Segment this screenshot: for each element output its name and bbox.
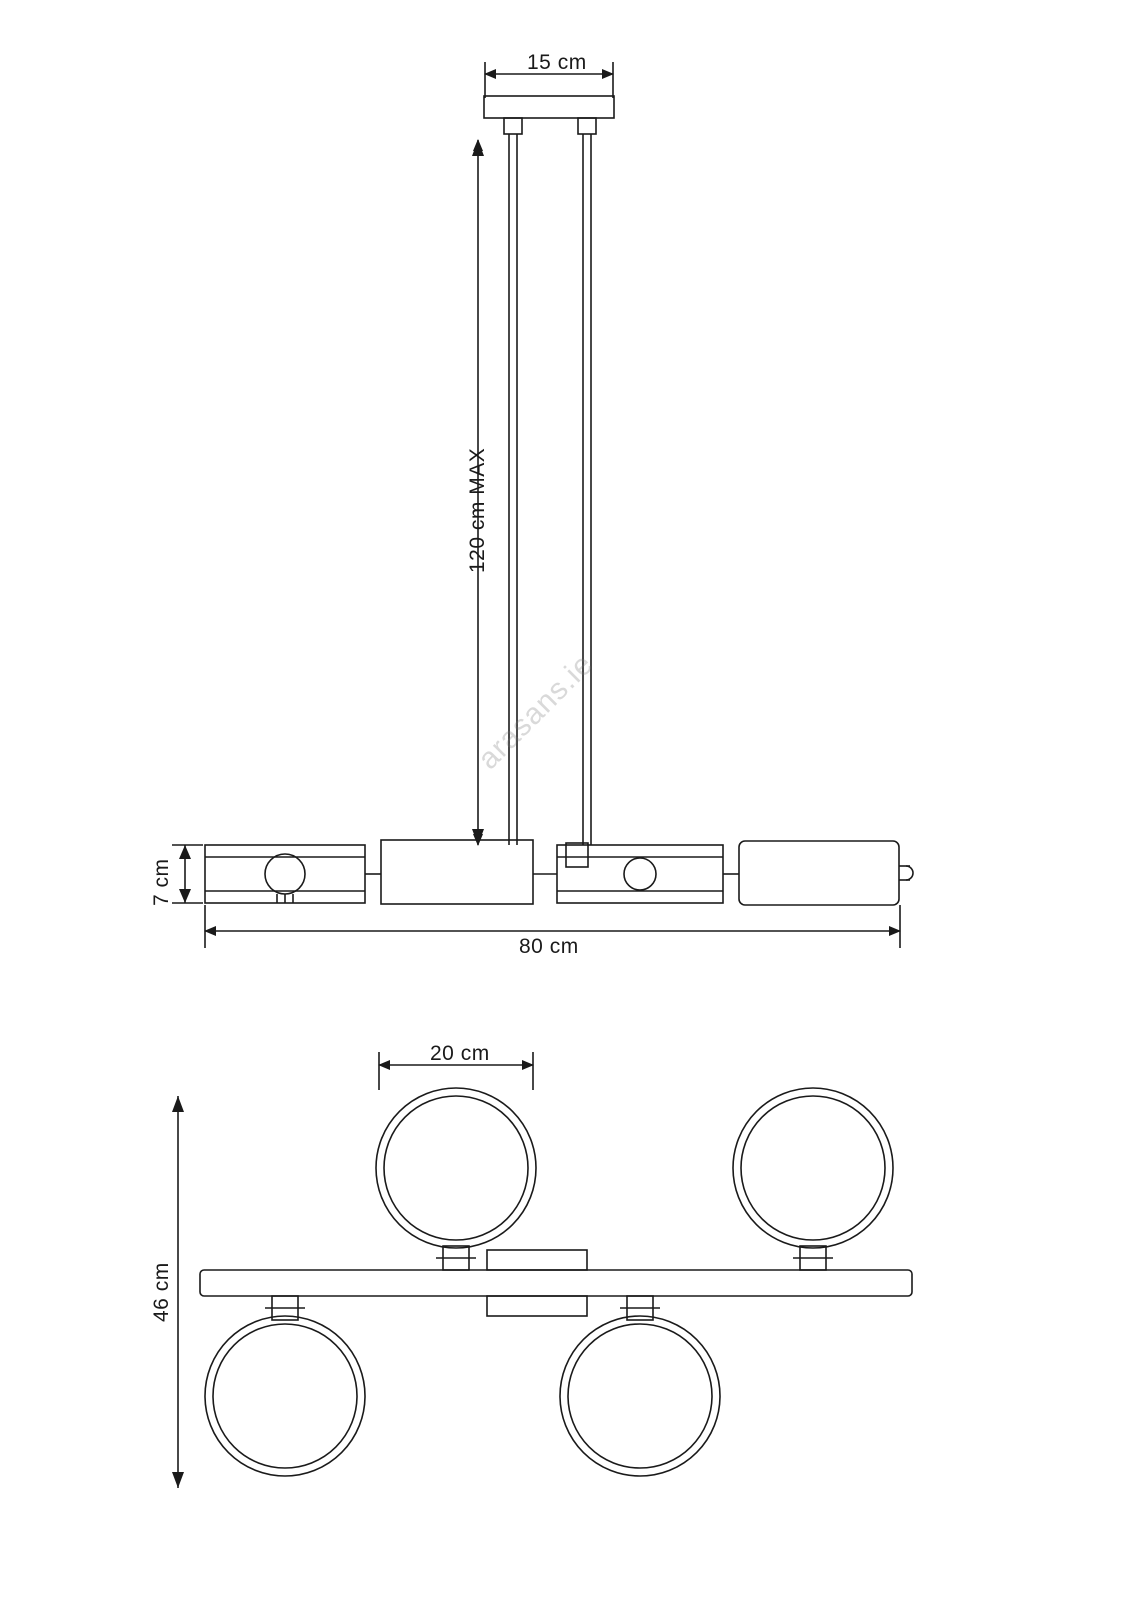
dimension-label-bar-length: 80 cm <box>519 935 579 958</box>
dimension-bar-height <box>172 845 203 903</box>
plan-view-assembly <box>200 1088 912 1476</box>
watermark: arasans.ie <box>471 647 600 776</box>
dimension-label-drop-height: 120 cm MAX <box>466 447 489 573</box>
dimension-label-bar-height: 7 cm <box>150 858 173 906</box>
side-view-bar-assembly <box>205 840 913 905</box>
dimension-label-canopy-width: 15 cm <box>527 51 587 74</box>
dimension-label-globe-diameter: 20 cm <box>430 1042 490 1065</box>
dimension-label-overall-depth: 46 cm <box>150 1262 173 1322</box>
ceiling-canopy <box>484 96 614 134</box>
